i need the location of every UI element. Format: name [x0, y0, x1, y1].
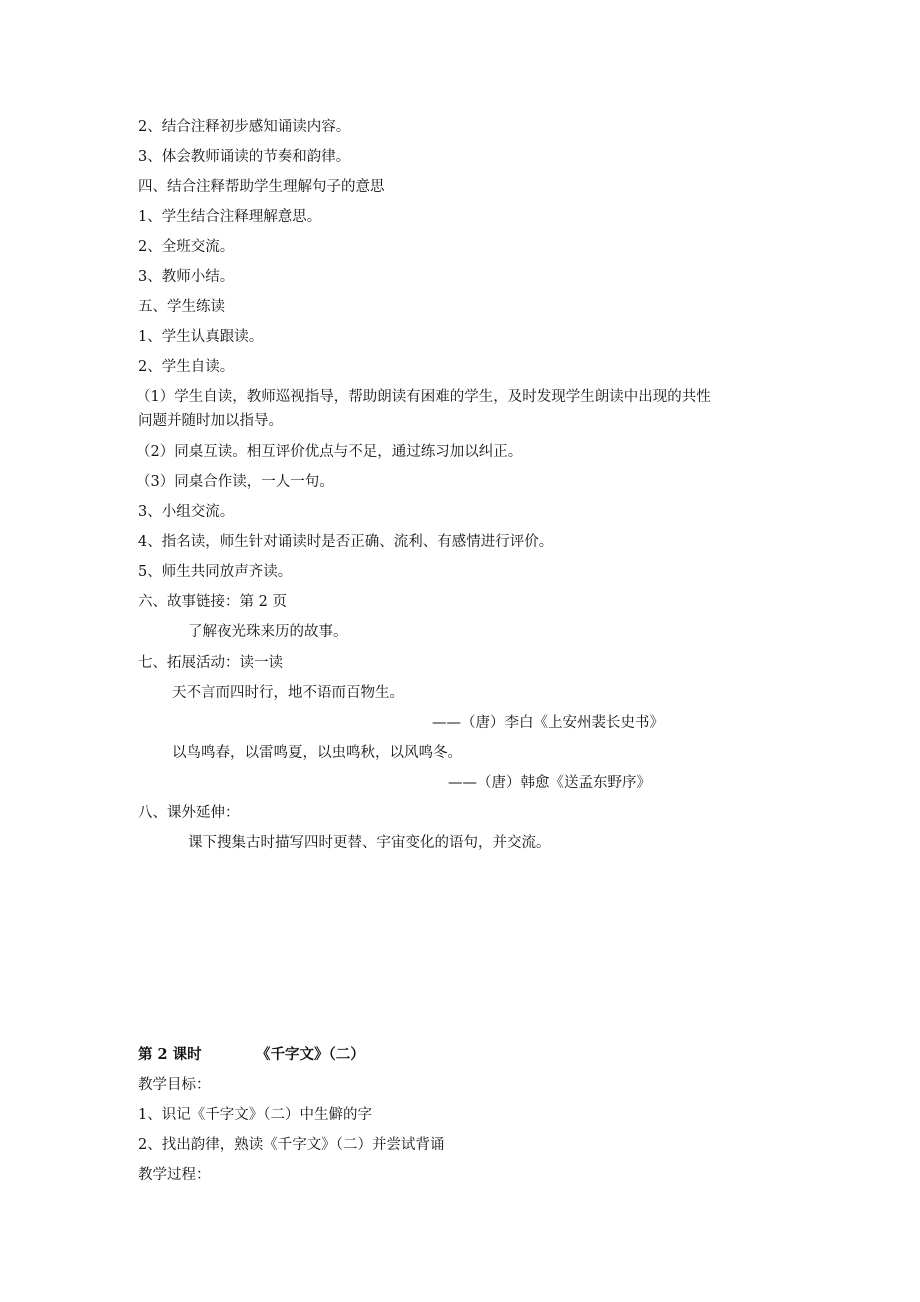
quote-line: 以鸟鸣春，以雷鸣夏，以虫鸣秋，以风鸣冬。 — [172, 745, 462, 761]
lesson-label: 第 2 课时 — [138, 1046, 202, 1063]
text-line: 3、小组交流。 — [138, 504, 235, 520]
text-line: 2、全班交流。 — [138, 239, 235, 255]
text-line: 2、学生自读。 — [138, 359, 235, 375]
text-line: 4、指名读，师生针对诵读时是否正确、流利、有感情进行评价。 — [138, 534, 554, 550]
objective-item: 2、找出韵律，熟读《千字文》（二）并尝试背诵 — [138, 1137, 445, 1153]
text-line: 2、结合注释初步感知诵读内容。 — [138, 119, 351, 135]
text-line: （3）同桌合作读，一人一句。 — [136, 474, 334, 490]
text-line: 1、学生认真跟读。 — [138, 329, 264, 345]
process-heading: 教学过程： — [138, 1167, 211, 1183]
section-heading: 五、学生练读 — [138, 299, 225, 315]
text-line: 3、体会教师诵读的节奏和韵律。 — [138, 149, 351, 165]
text-line: 5、师生共同放声齐读。 — [138, 564, 293, 580]
section-heading: 八、课外延伸： — [138, 805, 240, 821]
text-line: 问题并随时加以指导。 — [138, 413, 283, 429]
section-heading: 六、故事链接：第 2 页 — [138, 594, 287, 610]
section-heading: 四、结合注释帮助学生理解句子的意思 — [138, 179, 385, 195]
text-line: （2）同桌互读。相互评价优点与不足，通过练习加以纠正。 — [136, 444, 523, 460]
quote-citation: ——（唐）韩愈《送孟东野序》 — [448, 775, 651, 791]
quote-citation: ——（唐）李白《上安州裴长史书》 — [432, 715, 664, 731]
objective-item: 1、识记《千字文》（二）中生僻的字 — [138, 1107, 372, 1123]
text-line: 课下搜集古时描写四时更替、宇宙变化的语句，并交流。 — [188, 835, 551, 851]
objectives-heading: 教学目标： — [138, 1077, 211, 1093]
text-line: 1、学生结合注释理解意思。 — [138, 209, 322, 225]
text-line: 了解夜光珠来历的故事。 — [188, 624, 348, 640]
quote-line: 天不言而四时行，地不语而百物生。 — [172, 685, 404, 701]
lesson-title: 《千字文》（二） — [256, 1046, 365, 1063]
section-heading: 七、拓展活动：读一读 — [138, 655, 283, 671]
text-line: 3、教师小结。 — [138, 269, 235, 285]
text-line: （1）学生自读，教师巡视指导，帮助朗读有困难的学生，及时发现学生朗读中出现的共性 — [136, 389, 711, 405]
